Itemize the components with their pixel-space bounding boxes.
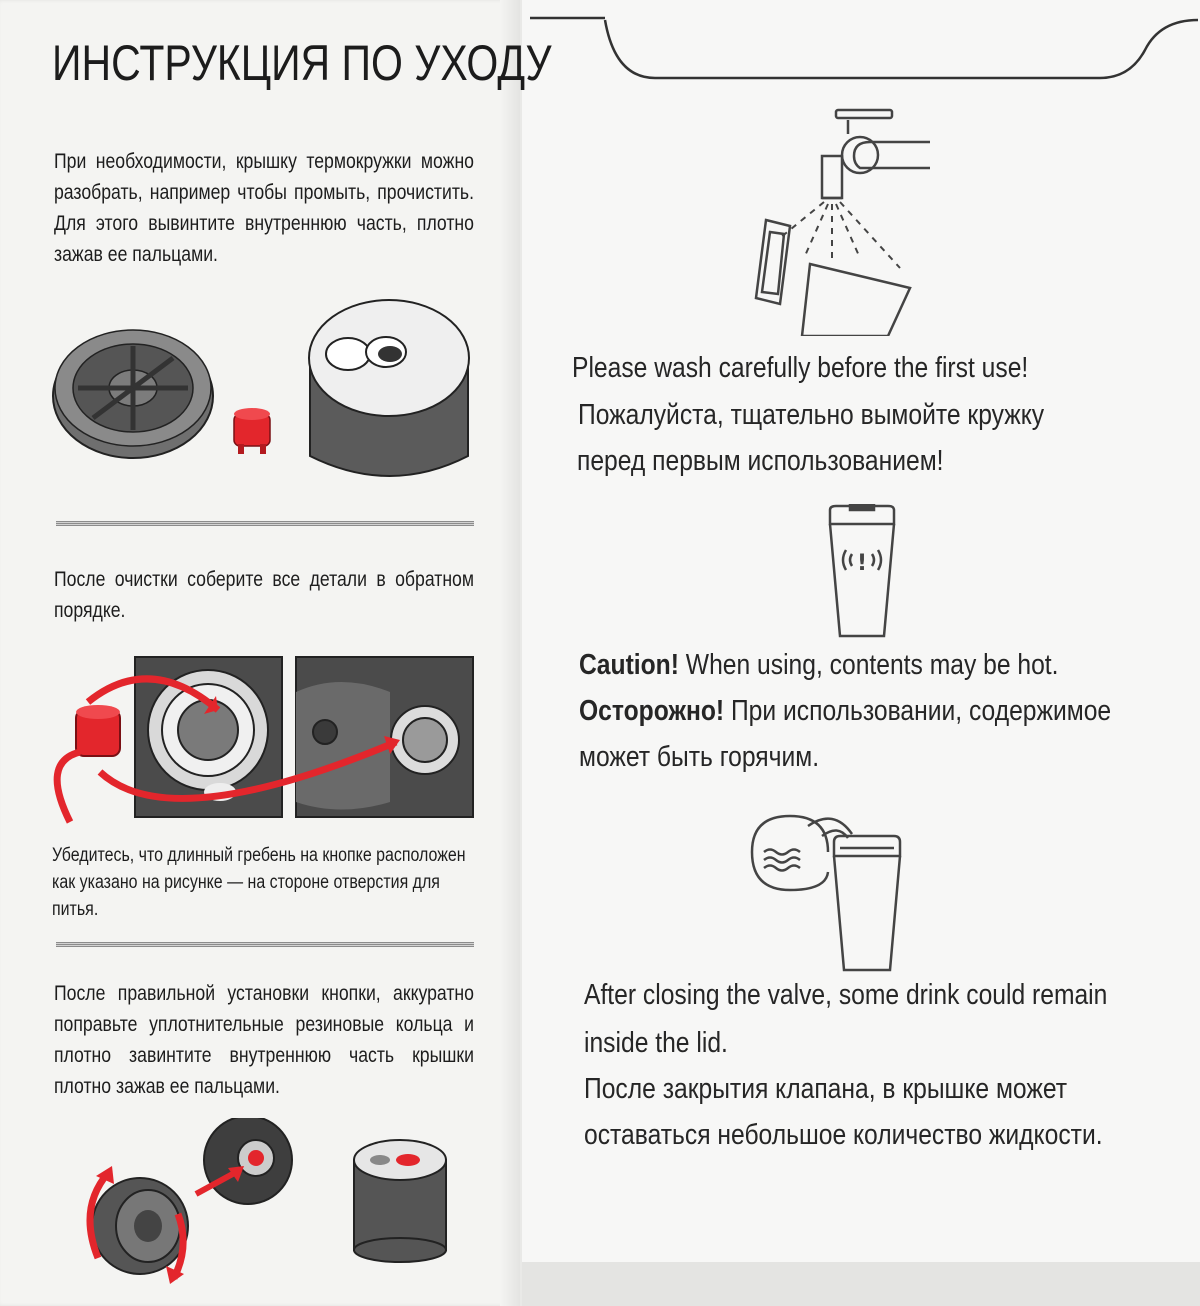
divider [56, 942, 474, 947]
caution-russian [579, 688, 1111, 734]
button-placement-illustration [40, 652, 480, 832]
lid-parts-illustration [48, 296, 488, 496]
reassembly-paragraph: После очистки соберите все детали в обратном порядке. [54, 568, 474, 622]
disassembly-paragraph: При необходимости, крышку термокружки можно разобрать, например чтобы промыть, прочистить. Для этого вывинтите внутреннюю часть, плотно зажав ее пальцами. [54, 150, 474, 266]
valve-russian-line-1: После закрытия клапана, в крышке может [584, 1073, 1067, 1105]
valve-english-line-1: After closing the valve, some drink could remain [584, 979, 1108, 1011]
tab-outline [600, 0, 1200, 90]
valve-english-line-2: inside the lid. [584, 1027, 728, 1059]
caution-english-text: When using, contents may be hot. [678, 649, 1059, 681]
faucet-wash-icon [750, 108, 930, 336]
hot-warning-icon [824, 504, 900, 638]
divider [56, 521, 474, 526]
comb-orientation-paragraph: Убедитесь, что длинный гребень на кнопке расположен как указано на рисунке — на стороне отверстия для питья. [52, 845, 466, 920]
caution-english [579, 642, 1059, 688]
svg-text:!: ! [856, 551, 868, 576]
caution-russian-text: При использовании, содержимое [724, 695, 1112, 727]
caution-english-bold: Caution! [579, 649, 679, 681]
liquid-in-lid-icon [748, 812, 908, 974]
wash-english: Please wash carefully before the first use! [572, 352, 1029, 384]
final-assembly-paragraph: После правильной установки кнопки, аккуратно поправьте уплотнительные резиновые кольца и плотно завинтите внутреннюю часть крышки плотно зажав ее пальцами. [54, 982, 474, 1098]
wash-russian-line-2: перед первым использованием! [577, 445, 944, 477]
caution-russian-bold: Осторожно! [579, 695, 725, 727]
screw-assembly-illustration [78, 1118, 458, 1288]
page-title: ИНСТРУКЦИЯ ПО УХОДУ [52, 35, 552, 91]
wash-russian-line-1: Пожалуйста, тщательно вымойте кружку [578, 399, 1045, 431]
caution-russian-line-2: может быть горячим. [579, 741, 820, 773]
valve-russian-line-2: оставаться небольшое количество жидкости. [584, 1119, 1103, 1151]
tab-outline-left [520, 0, 630, 30]
bottom-strip [522, 1262, 1200, 1306]
